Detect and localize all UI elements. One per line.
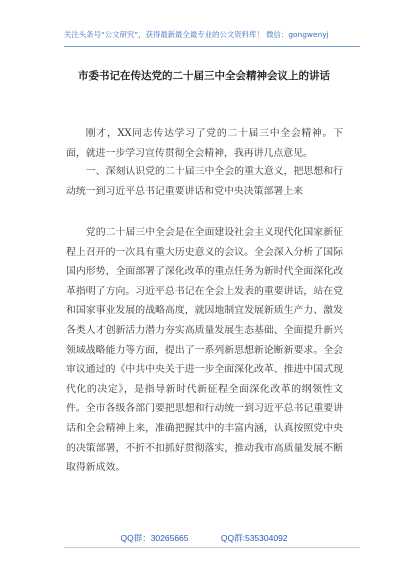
header-text: 关注头条号“公文研究”，获得最新最全最专业的公文资料库！ 微信：gongwenyj [64,30,329,39]
paragraph-intro: 刚才，XX同志传达学习了党的二十届三中全会精神。下面，就进一步学习宣传贯彻全会精神，我再讲几点意见。 [66,128,343,159]
section-heading-1: 一、深刻认识党的二十届三中全会的重大意义，把思想和行动统一到习近平总书记重要讲话和党中央决策部署上来 [66,166,343,197]
document-title: 市委书记在传达党的二十届三中全会精神会议上的讲话 [78,70,330,82]
paragraph-body: 党的二十届三中全会是在全面建设社会主义现代化国家新征程上召开的一次具有重大历史意义的会议。全会深入分析了国际国内形势，全面部署了深化改革的重点任务为新时代全面深化改革指明了方向。习近平总书记在全会上发表的重要讲话，站在党和国家事业发展的战略高度，就因地制宜发展新质生产力、激发各类人才创新活力潜力夯实高质量发展生态基础、全面提升新兴领域战略能力等方面，提出了一系列新思想新论断新要求。全会审议通过的《中共中央关于进一步全面深化改革、推进中国式现代化的决定》，是指导新时代新征程全面深化改革的纲领性文件。全市各级各部门要把思想和行动统一到习近平总书记重要讲话和全会精神上来，准确把握其中的丰富内涵，认真按照党中央的决策部署，不折不扣抓好贯彻落实，推动我市高质量发展不断取得新成效。 [66,227,343,474]
page-footer [0,531,408,545]
footer-qq-group-1: QQ群：30265665 [120,533,189,543]
footer-qq-group-2: QQ群:535304092 [220,533,288,543]
page-header-banner [64,24,360,47]
footer-divider [64,547,360,548]
